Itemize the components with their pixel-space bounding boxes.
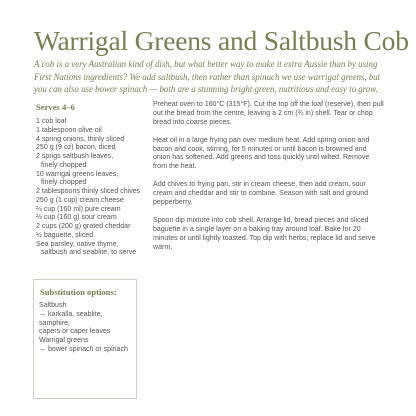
- ingredient-continuation: finely chopped: [41, 179, 87, 187]
- ingredient-item: ½ baguette, sliced: [36, 231, 94, 239]
- substitution-list: [39, 302, 135, 355]
- substitution-title: Substitution options:: [40, 287, 117, 297]
- ingredient-item: 1 tablespoon olive oil: [36, 126, 102, 134]
- ingredient-item: 2 cups (200 g) grated cheddar: [36, 223, 131, 230]
- ingredient-item: 250 g (9 oz) bacon, diced: [36, 144, 116, 152]
- substitution-line: capers or caper leaves: [39, 328, 111, 336]
- ingredient-continuation: finely chopped: [41, 161, 87, 169]
- method-step: Add chives to frying pan, stir in cream cheese, then add cream, sour cream and cheddar and stir to combine. Season with salt and ground pepperberry.: [153, 181, 369, 206]
- ingredient-list: [36, 118, 154, 258]
- substitution-box: [33, 279, 137, 399]
- substitution-line: Saltbush: [39, 302, 67, 309]
- ingredient-item-continued: [36, 249, 154, 258]
- method-steps: [153, 101, 385, 262]
- ingredient-item: 10 warrigal greens leaves,: [36, 170, 119, 178]
- method-step: Heat oil in a large frying pan over medium heat. Add spring onion and bacon and cook, stirring, for 5 minutes or until bacon is browned and onion has softened. Add greens and toss quickly until wilted. Remove from the heat.: [153, 136, 370, 171]
- recipe-intro: A cob is a very Australian kind of dish, but what better way to make it extra Aussie than by using First Nations ingredients? We add saltbush, then rather than spinach we use warrigal greens, but you can also use bower spinach — both are a stunning bright green, nutritious and easy to grow.: [34, 59, 381, 94]
- substitution-line: Warrigal greens: [39, 337, 89, 344]
- ingredient-continuation: saltbush and seablite, to serve: [41, 249, 137, 257]
- serves-heading: Serves 4–6: [36, 102, 75, 112]
- ingredient-item: Sea parsley, native thyme,: [36, 240, 119, 248]
- method-step: Spoon dip mixture into cob shell. Arrange lid, bread pieces and sliced baguette in a single layer on a baking tray around loaf. Bake for 20 minutes or until lightly toasted. Top dip with herbs, replace lid and serve warm.: [153, 217, 376, 251]
- ingredient-item-continued: [36, 179, 154, 188]
- ingredient-item: 1 cob loaf: [36, 118, 67, 125]
- recipe-title: Warrigal Greens and Saltbush Cob: [34, 25, 409, 56]
- ingredient-item: 4 spring onions, thinly sliced: [36, 135, 125, 143]
- substitution-line: → karkalla, seablite, samphire,: [39, 310, 103, 327]
- ingredient-item: 250 g (1 cup) cream cheese: [36, 196, 124, 204]
- method-step: Preheat oven to 160°C (315°F). Cut the top off the loaf (reserve), then pull out the bread from the centre, leaving a 2 cm (¾ in) shell. Tear or chop bread into coarse pieces.: [153, 101, 384, 126]
- ingredient-item-continued: [36, 162, 154, 171]
- ingredient-item: 2 sprigs saltbush leaves,: [36, 153, 114, 160]
- ingredient-item: ⅔ cup (160 g) sour cream: [36, 214, 117, 222]
- ingredient-item: ⅔ cup (160 ml) pure cream: [36, 205, 121, 213]
- ingredient-item: 2 tablespoons thinly sliced chives: [36, 188, 141, 195]
- substitution-line: → bower spinach or spinach: [39, 345, 128, 353]
